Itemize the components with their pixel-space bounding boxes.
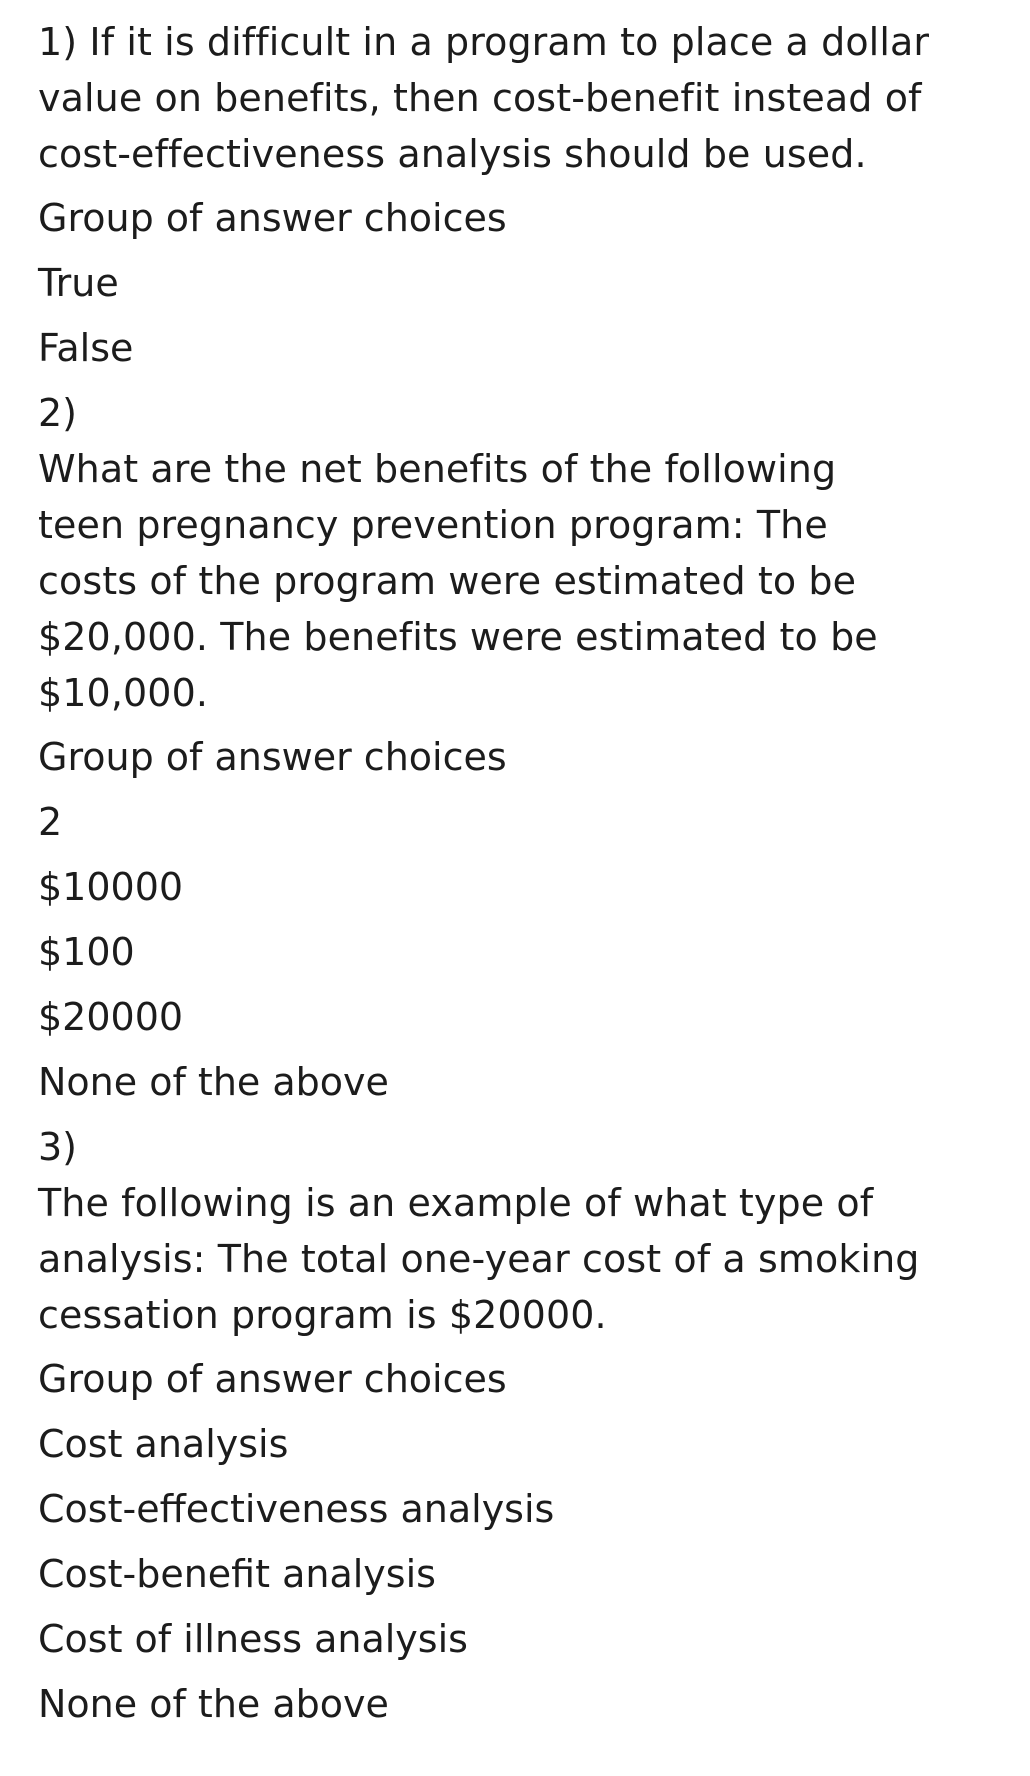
answer-choice[interactable]: None of the above bbox=[38, 1060, 389, 1104]
question-2-text-line: $10,000. bbox=[38, 671, 209, 715]
question-2-text-line: What are the net benefits of the following bbox=[38, 447, 837, 491]
answer-choice[interactable]: $10000 bbox=[38, 865, 184, 909]
answer-choice[interactable]: None of the above bbox=[38, 1682, 389, 1726]
question-3-choices bbox=[38, 1416, 1008, 1732]
question-2-text-line: costs of the program were estimated to be bbox=[38, 559, 857, 603]
question-1-text-line: 1) If it is difficult in a program to place a dollar bbox=[38, 20, 930, 64]
quiz-page bbox=[38, 14, 1008, 1732]
question-1 bbox=[38, 14, 1008, 376]
question-3-text-line: cessation program is $20000. bbox=[38, 1293, 607, 1337]
answer-choice[interactable]: $20000 bbox=[38, 995, 184, 1039]
question-1-group-label: Group of answer choices bbox=[38, 196, 507, 240]
question-3-text-line: The following is an example of what type of bbox=[38, 1181, 874, 1225]
answer-choice[interactable]: Cost analysis bbox=[38, 1422, 289, 1466]
question-2 bbox=[38, 385, 1008, 1110]
answer-choice[interactable]: Cost of illness analysis bbox=[38, 1617, 468, 1661]
question-2-text-line: teen pregnancy prevention program: The bbox=[38, 503, 828, 547]
question-3-text-line: analysis: The total one-year cost of a smoking bbox=[38, 1237, 920, 1281]
question-3-group-label: Group of answer choices bbox=[38, 1357, 507, 1401]
question-1-choices bbox=[38, 255, 1008, 376]
question-2-text-line: $20,000. The benefits were estimated to be bbox=[38, 615, 878, 659]
question-3 bbox=[38, 1119, 1008, 1732]
question-2-number: 2) bbox=[38, 391, 78, 435]
question-2-group-label: Group of answer choices bbox=[38, 735, 507, 779]
answer-choice[interactable]: 2 bbox=[38, 800, 63, 844]
question-1-text-line: value on benefits, then cost-benefit instead of bbox=[38, 76, 922, 120]
answer-choice[interactable]: Cost-effectiveness analysis bbox=[38, 1487, 555, 1531]
answer-choice[interactable]: False bbox=[38, 326, 134, 370]
question-2-choices bbox=[38, 794, 1008, 1110]
answer-choice[interactable]: True bbox=[38, 261, 119, 305]
answer-choice[interactable]: $100 bbox=[38, 930, 135, 974]
answer-choice[interactable]: Cost-benefit analysis bbox=[38, 1552, 436, 1596]
question-1-text-line: cost-effectiveness analysis should be used. bbox=[38, 132, 867, 176]
question-3-number: 3) bbox=[38, 1125, 78, 1169]
